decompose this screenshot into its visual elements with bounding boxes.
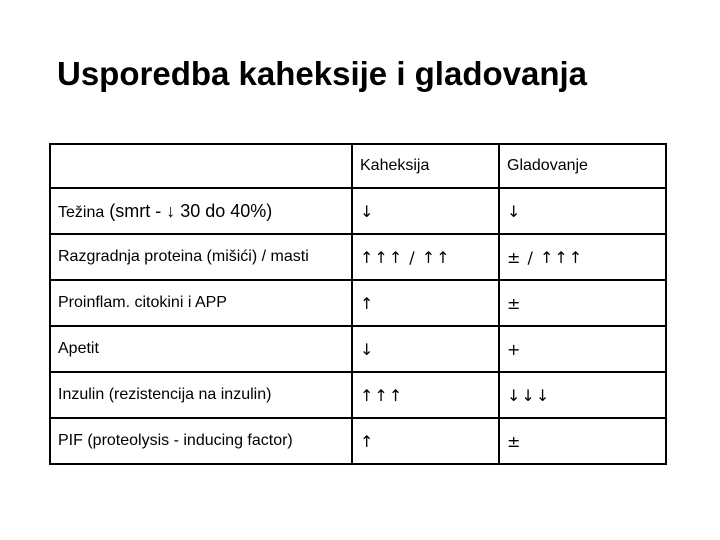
gladovanje-value: + <box>499 326 666 372</box>
row-label-main: Težina <box>58 203 105 221</box>
row-label-extra: (smrt - ↓ 30 do 40%) <box>104 200 273 221</box>
header-gladovanje: Gladovanje <box>499 144 666 188</box>
table-header-row <box>50 144 666 188</box>
gladovanje-value: ± <box>499 280 666 326</box>
row-label: Proinflam. citokini i APP <box>50 280 352 326</box>
table-row <box>50 418 666 464</box>
row-label: Apetit <box>50 326 352 372</box>
table-row <box>50 326 666 372</box>
row-label: Inzulin (rezistencija na inzulin) <box>50 372 352 418</box>
table-row <box>50 372 666 418</box>
kaheksija-value: ↑↑↑ <box>352 372 499 418</box>
row-label <box>50 188 352 234</box>
header-kaheksija: Kaheksija <box>352 144 499 188</box>
kaheksija-value: ↑ <box>352 418 499 464</box>
table-row <box>50 280 666 326</box>
comparison-table <box>49 143 667 465</box>
gladovanje-value: ↓ <box>499 188 666 234</box>
gladovanje-value: ± / ↑↑↑ <box>499 234 666 280</box>
kaheksija-value: ↓ <box>352 326 499 372</box>
row-label: PIF (proteolysis - inducing factor) <box>50 418 352 464</box>
slide-title: Usporedba kaheksije i gladovanja <box>57 55 588 92</box>
kaheksija-value: ↑↑↑ / ↑↑ <box>352 234 499 280</box>
kaheksija-value: ↓ <box>352 188 499 234</box>
kaheksija-value: ↑ <box>352 280 499 326</box>
row-label: Razgradnja proteina (mišići) / masti <box>50 234 352 280</box>
gladovanje-value: ± <box>499 418 666 464</box>
gladovanje-value: ↓↓↓ <box>499 372 666 418</box>
table-row <box>50 234 666 280</box>
header-blank-cell <box>50 144 352 188</box>
table-row <box>50 188 666 234</box>
